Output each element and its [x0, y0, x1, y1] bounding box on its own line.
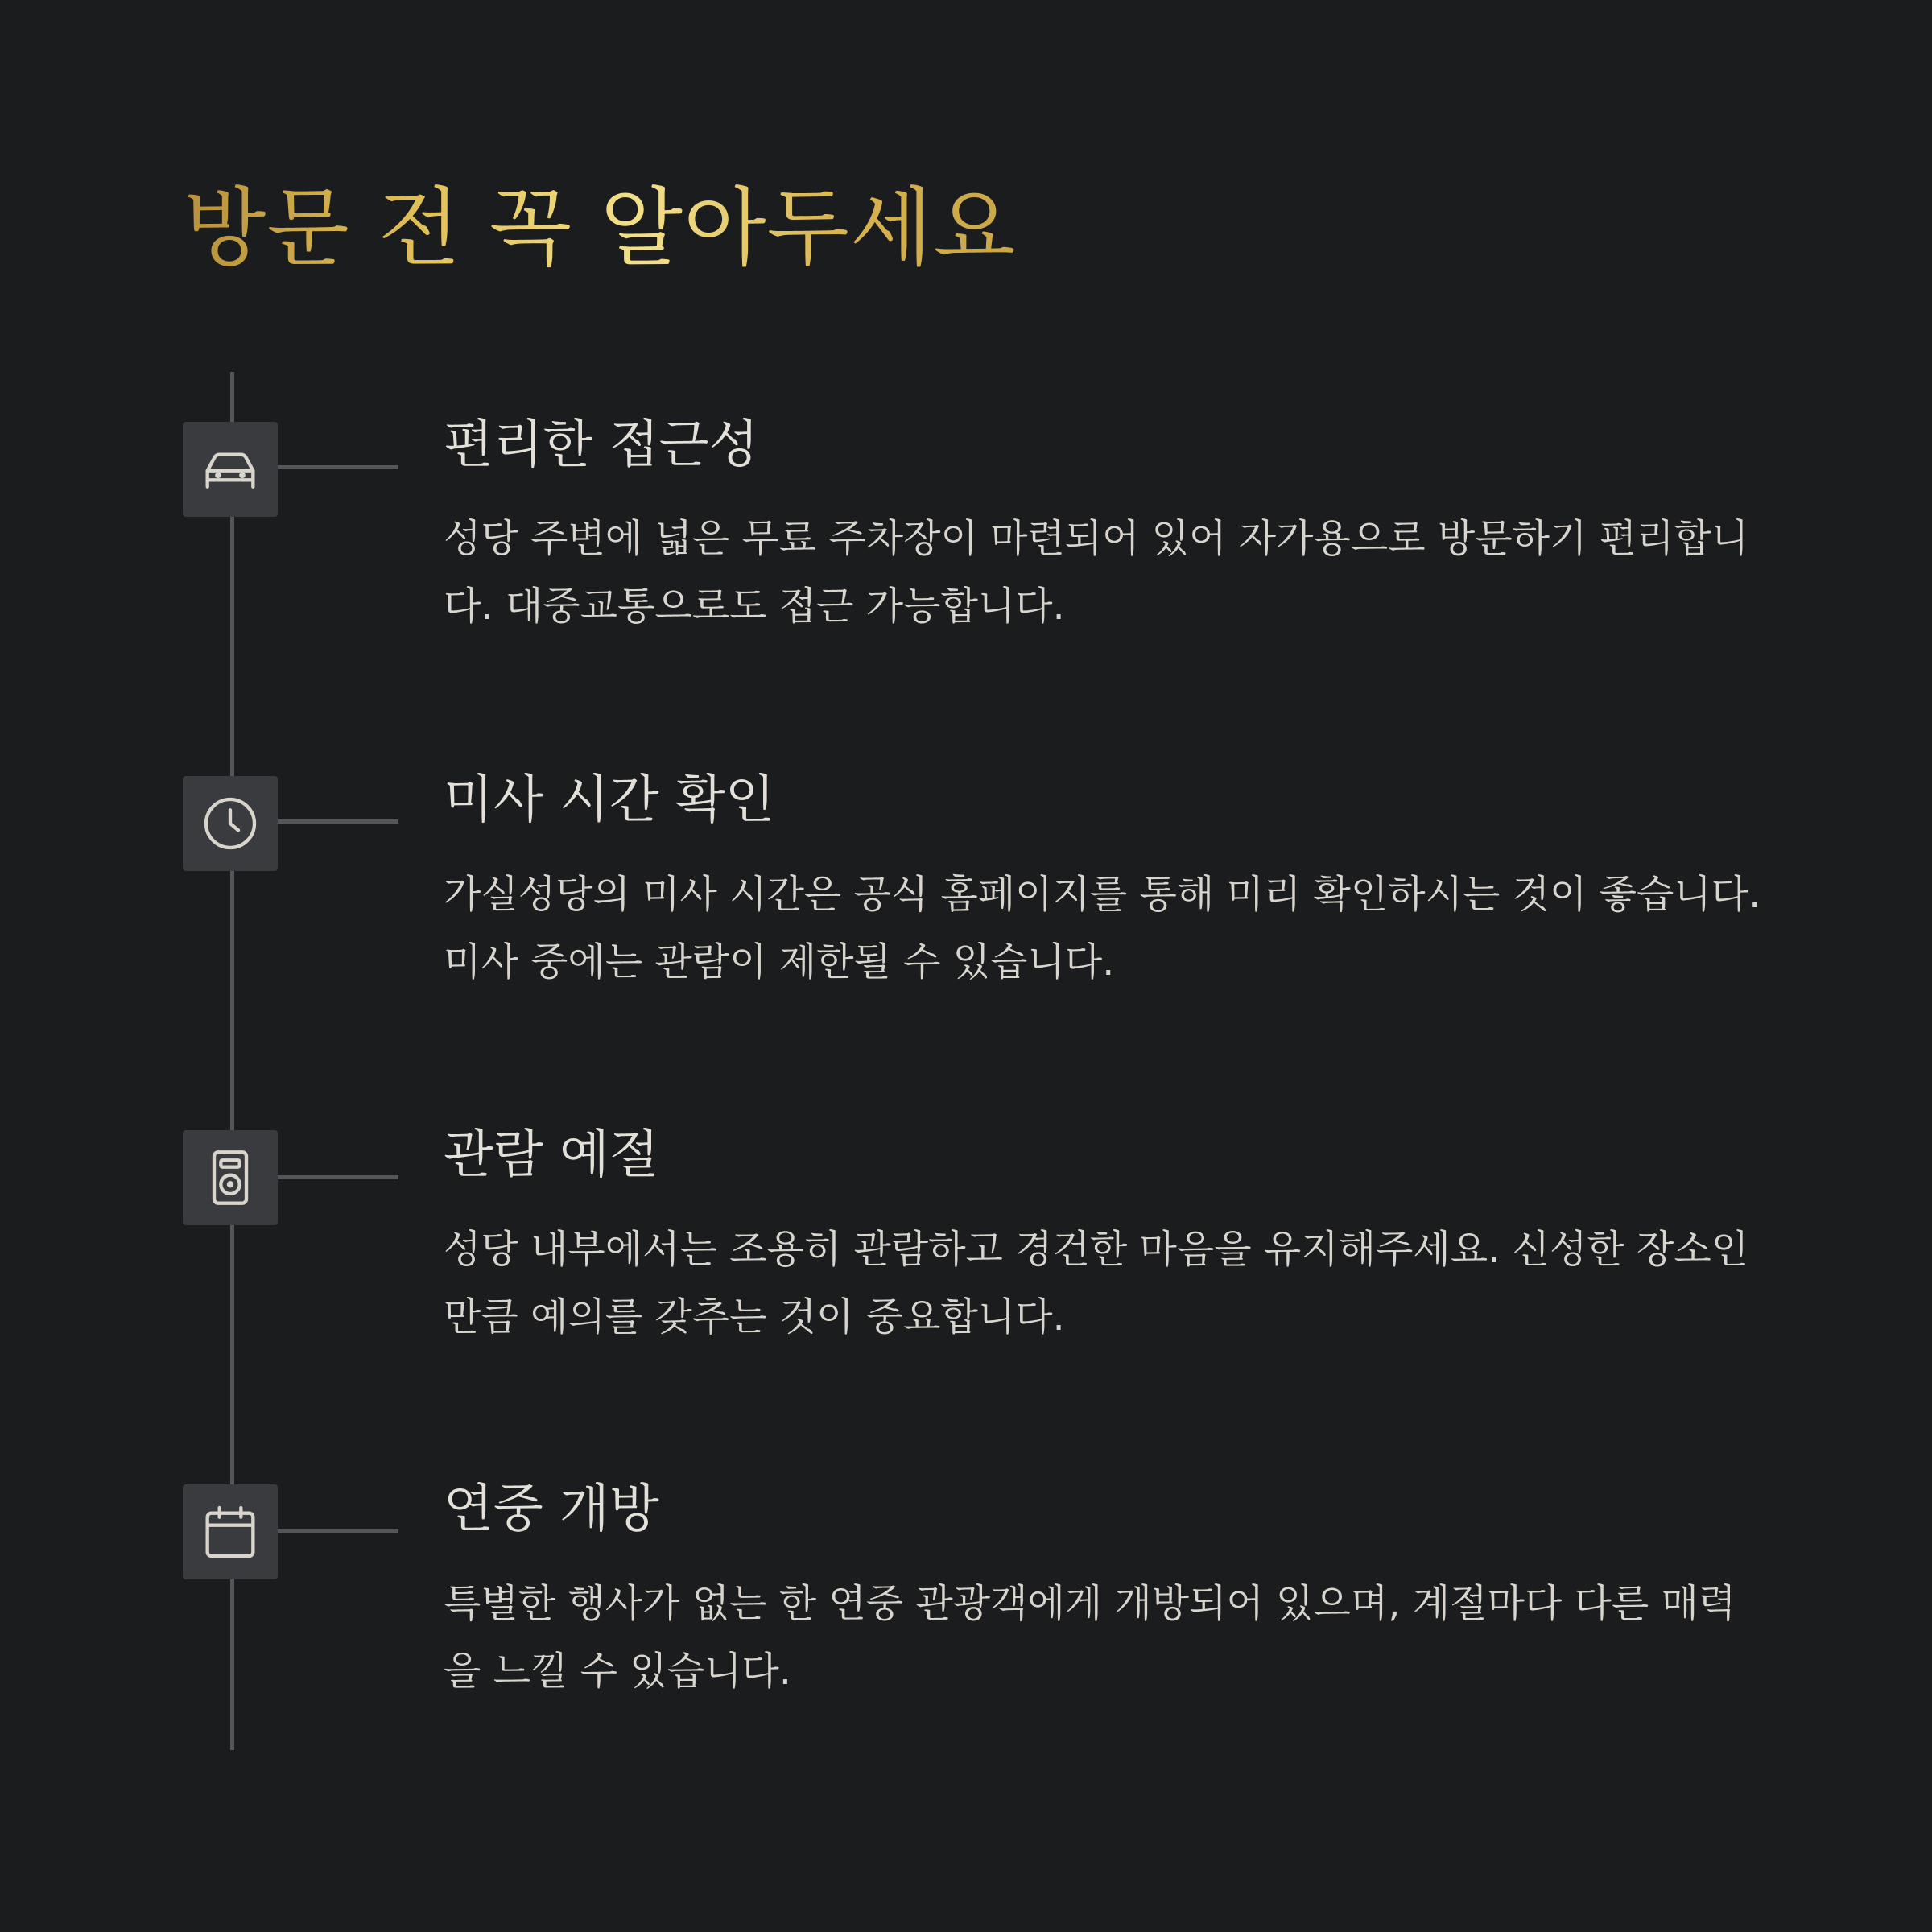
- page-title: 방문 전 꼭 알아두세요: [184, 172, 1017, 285]
- item-description-open-year-round: 특별한 행사가 없는 한 연중 관광객에게 개방되어 있으며, 계절마다 다른 매력을 느낄 수 있습니다.: [444, 1581, 1736, 1694]
- speaker-icon: [183, 1130, 278, 1225]
- item-title-accessibility: 편리한 접근성: [444, 415, 759, 475]
- timeline-connector: [278, 819, 398, 824]
- item-title-etiquette: 관람 예절: [444, 1125, 659, 1185]
- item-title-mass-time: 미사 시간 확인: [444, 770, 775, 830]
- item-title-open-year-round: 연중 개방: [444, 1480, 659, 1539]
- car-icon: [183, 422, 278, 517]
- timeline-connector: [278, 1175, 398, 1179]
- clock-icon: [183, 776, 278, 871]
- item-description-mass-time: 가실성당의 미사 시간은 공식 홈페이지를 통해 미리 확인하시는 것이 좋습니다. 미사 중에는 관람이 제한될 수 있습니다.: [444, 872, 1761, 985]
- item-description-accessibility: 성당 주변에 넓은 무료 주차장이 마련되어 있어 자가용으로 방문하기 편리합니다. 대중교통으로도 접근 가능합니다.: [444, 516, 1749, 629]
- item-description-etiquette: 성당 내부에서는 조용히 관람하고 경건한 마음을 유지해주세요. 신성한 장소인만큼 예의를 갖추는 것이 중요합니다.: [444, 1227, 1749, 1340]
- calendar-icon: [183, 1484, 278, 1579]
- timeline-connector: [278, 465, 398, 469]
- timeline-connector: [278, 1529, 398, 1533]
